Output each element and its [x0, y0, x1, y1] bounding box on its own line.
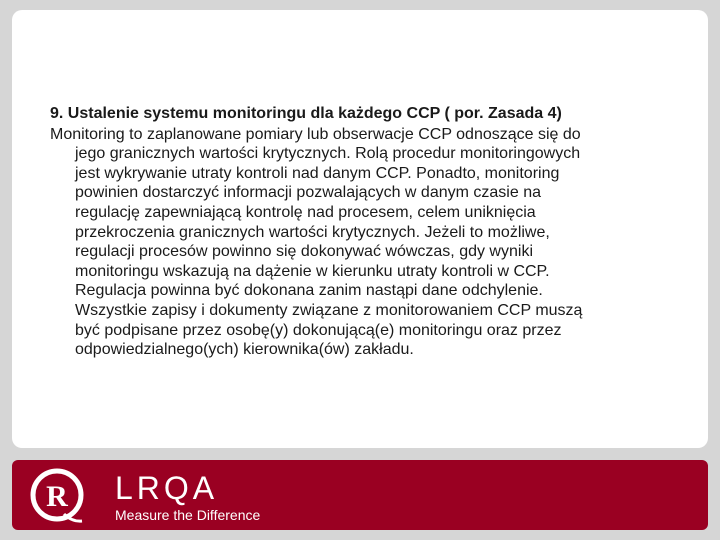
body-line: regulacji procesów powinno się dokonywać wówczas, gdy wyniki	[75, 243, 533, 261]
body-line: regulację zapewniającą kontrolę nad procesem, celem uniknięcia	[75, 203, 536, 221]
body-line: przekroczenia granicznych wartości krytycznych. Jeżeli to możliwe,	[75, 223, 550, 241]
body-line: monitoringu wskazują na dążenie w kierunku utraty kontroli w CCP.	[75, 262, 550, 280]
slide-content	[50, 104, 690, 360]
body-line: Monitoring to zaplanowane pomiary lub obserwacje CCP odnoszące się do	[50, 125, 581, 143]
slide-panel	[12, 10, 708, 448]
svg-text:R: R	[46, 480, 68, 513]
body-line: Regulacja powinna być dokonana zanim nastąpi dane odchylenie.	[75, 282, 543, 300]
body-line: Wszystkie zapisy i dokumenty związane z monitorowaniem CCP muszą	[75, 301, 583, 319]
brand-tagline: Measure the Difference	[115, 507, 261, 523]
lrqa-logo-icon	[28, 466, 92, 526]
body-line: jest wykrywanie utraty kontroli nad danym CCP. Ponadto, monitoring	[75, 164, 560, 182]
slide-title: 9. Ustalenie systemu monitoringu dla każdego CCP ( por. Zasada 4)	[50, 105, 562, 122]
body-line: powinien dostarczyć informacji pozwalających w danym czasie na	[75, 184, 541, 202]
brand-name: LRQA	[115, 470, 219, 506]
body-line: jego granicznych wartości krytycznych. Rolą procedur monitoringowych	[75, 145, 581, 163]
body-line: odpowiedzialnego(ych) kierownika(ów) zakładu.	[75, 341, 414, 359]
footer-banner	[12, 460, 708, 530]
body-line: być podpisane przez osobę(y) dokonującą(e) monitoringu oraz przez	[75, 321, 562, 339]
